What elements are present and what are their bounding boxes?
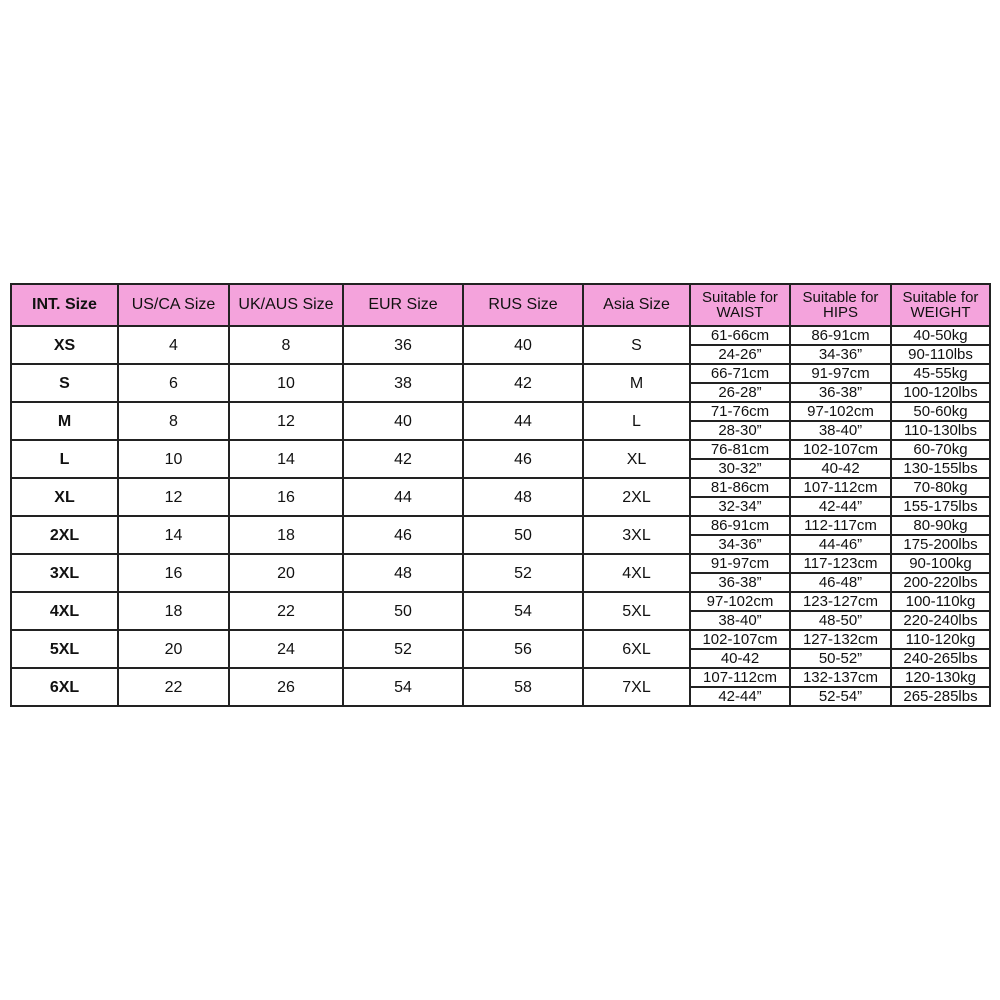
hips-cm-cell: 132-137cm [790,668,891,687]
eur-size-cell: 44 [343,478,463,516]
size-row [11,440,990,459]
hips-inch-cell: 34-36” [790,345,891,364]
rus-size-cell: 44 [463,402,583,440]
waist-inch-cell: 26-28” [690,383,790,402]
waist-inch-cell: 30-32” [690,459,790,478]
asia-size-cell: 7XL [583,668,690,706]
size-chart-table [10,283,991,707]
int-size-cell: 2XL [11,516,118,554]
rus-size-cell: 40 [463,326,583,364]
hips-cm-cell: 127-132cm [790,630,891,649]
weight-kg-cell: 60-70kg [891,440,990,459]
weight-kg-cell: 90-100kg [891,554,990,573]
hips-cm-cell: 117-123cm [790,554,891,573]
size-row [11,364,990,383]
uk-aus-size-cell: 14 [229,440,343,478]
size-row [11,326,990,345]
waist-cm-cell: 61-66cm [690,326,790,345]
rus-size-cell: 42 [463,364,583,402]
uk-aus-size-cell: 24 [229,630,343,668]
waist-inch-cell: 24-26” [690,345,790,364]
size-row [11,516,990,535]
int-size-cell: 5XL [11,630,118,668]
waist-cm-cell: 91-97cm [690,554,790,573]
header-hips: Suitable for HIPS [790,284,891,326]
size-row [11,592,990,611]
uk-aus-size-cell: 16 [229,478,343,516]
eur-size-cell: 54 [343,668,463,706]
weight-kg-cell: 50-60kg [891,402,990,421]
asia-size-cell: M [583,364,690,402]
us-ca-size-cell: 22 [118,668,229,706]
asia-size-cell: 2XL [583,478,690,516]
asia-size-cell: S [583,326,690,364]
size-row [11,478,990,497]
hips-inch-cell: 52-54” [790,687,891,706]
waist-inch-cell: 32-34” [690,497,790,516]
waist-cm-cell: 97-102cm [690,592,790,611]
hips-inch-cell: 44-46” [790,535,891,554]
waist-cm-cell: 66-71cm [690,364,790,383]
waist-cm-cell: 102-107cm [690,630,790,649]
rus-size-cell: 56 [463,630,583,668]
hips-cm-cell: 86-91cm [790,326,891,345]
asia-size-cell: L [583,402,690,440]
us-ca-size-cell: 16 [118,554,229,592]
header-int-size: INT. Size [11,284,118,326]
int-size-cell: M [11,402,118,440]
eur-size-cell: 50 [343,592,463,630]
eur-size-cell: 40 [343,402,463,440]
hips-cm-cell: 123-127cm [790,592,891,611]
header-row [11,284,990,326]
size-row [11,668,990,687]
int-size-cell: 6XL [11,668,118,706]
weight-kg-cell: 70-80kg [891,478,990,497]
hips-inch-cell: 38-40” [790,421,891,440]
rus-size-cell: 46 [463,440,583,478]
waist-inch-cell: 40-42 [690,649,790,668]
header-asia-size: Asia Size [583,284,690,326]
hips-cm-cell: 112-117cm [790,516,891,535]
uk-aus-size-cell: 20 [229,554,343,592]
waist-inch-cell: 42-44” [690,687,790,706]
weight-kg-cell: 120-130kg [891,668,990,687]
us-ca-size-cell: 14 [118,516,229,554]
waist-cm-cell: 107-112cm [690,668,790,687]
hips-cm-cell: 102-107cm [790,440,891,459]
size-row [11,630,990,649]
asia-size-cell: 6XL [583,630,690,668]
weight-kg-cell: 80-90kg [891,516,990,535]
us-ca-size-cell: 20 [118,630,229,668]
weight-lbs-cell: 220-240lbs [891,611,990,630]
int-size-cell: 4XL [11,592,118,630]
int-size-cell: L [11,440,118,478]
weight-lbs-cell: 175-200lbs [891,535,990,554]
us-ca-size-cell: 18 [118,592,229,630]
waist-cm-cell: 86-91cm [690,516,790,535]
uk-aus-size-cell: 26 [229,668,343,706]
rus-size-cell: 52 [463,554,583,592]
int-size-cell: XS [11,326,118,364]
rus-size-cell: 54 [463,592,583,630]
hips-cm-cell: 97-102cm [790,402,891,421]
us-ca-size-cell: 6 [118,364,229,402]
eur-size-cell: 36 [343,326,463,364]
uk-aus-size-cell: 10 [229,364,343,402]
waist-cm-cell: 71-76cm [690,402,790,421]
eur-size-cell: 52 [343,630,463,668]
waist-cm-cell: 81-86cm [690,478,790,497]
weight-kg-cell: 110-120kg [891,630,990,649]
int-size-cell: 3XL [11,554,118,592]
header-us-ca-size: US/CA Size [118,284,229,326]
int-size-cell: S [11,364,118,402]
weight-lbs-cell: 90-110lbs [891,345,990,364]
hips-inch-cell: 42-44” [790,497,891,516]
rus-size-cell: 58 [463,668,583,706]
weight-lbs-cell: 110-130lbs [891,421,990,440]
weight-kg-cell: 100-110kg [891,592,990,611]
weight-lbs-cell: 100-120lbs [891,383,990,402]
eur-size-cell: 46 [343,516,463,554]
hips-inch-cell: 36-38” [790,383,891,402]
size-chart-header [11,284,990,326]
weight-lbs-cell: 155-175lbs [891,497,990,516]
header-uk-aus-size: UK/AUS Size [229,284,343,326]
waist-inch-cell: 34-36” [690,535,790,554]
hips-cm-cell: 91-97cm [790,364,891,383]
asia-size-cell: 4XL [583,554,690,592]
rus-size-cell: 48 [463,478,583,516]
header-weight: Suitable for WEIGHT [891,284,990,326]
hips-inch-cell: 40-42 [790,459,891,478]
header-eur-size: EUR Size [343,284,463,326]
us-ca-size-cell: 4 [118,326,229,364]
weight-lbs-cell: 240-265lbs [891,649,990,668]
weight-lbs-cell: 200-220lbs [891,573,990,592]
waist-inch-cell: 36-38” [690,573,790,592]
eur-size-cell: 48 [343,554,463,592]
eur-size-cell: 38 [343,364,463,402]
uk-aus-size-cell: 12 [229,402,343,440]
waist-cm-cell: 76-81cm [690,440,790,459]
weight-kg-cell: 40-50kg [891,326,990,345]
eur-size-cell: 42 [343,440,463,478]
us-ca-size-cell: 12 [118,478,229,516]
rus-size-cell: 50 [463,516,583,554]
int-size-cell: XL [11,478,118,516]
uk-aus-size-cell: 8 [229,326,343,364]
us-ca-size-cell: 8 [118,402,229,440]
uk-aus-size-cell: 18 [229,516,343,554]
waist-inch-cell: 28-30” [690,421,790,440]
header-waist: Suitable for WAIST [690,284,790,326]
header-rus-size: RUS Size [463,284,583,326]
asia-size-cell: 3XL [583,516,690,554]
hips-inch-cell: 46-48” [790,573,891,592]
weight-lbs-cell: 265-285lbs [891,687,990,706]
size-row [11,402,990,421]
size-chart-body [11,326,990,706]
weight-lbs-cell: 130-155lbs [891,459,990,478]
waist-inch-cell: 38-40” [690,611,790,630]
asia-size-cell: XL [583,440,690,478]
hips-cm-cell: 107-112cm [790,478,891,497]
us-ca-size-cell: 10 [118,440,229,478]
hips-inch-cell: 50-52” [790,649,891,668]
weight-kg-cell: 45-55kg [891,364,990,383]
size-row [11,554,990,573]
uk-aus-size-cell: 22 [229,592,343,630]
asia-size-cell: 5XL [583,592,690,630]
hips-inch-cell: 48-50” [790,611,891,630]
